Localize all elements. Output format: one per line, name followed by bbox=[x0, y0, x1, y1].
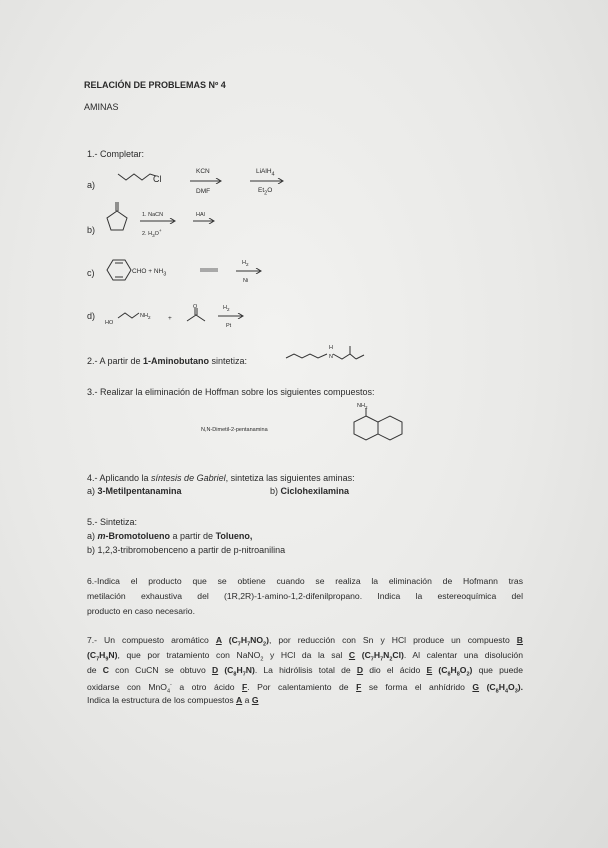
q1c-reactants: CHO + $NH_3$ bbox=[132, 268, 167, 278]
q1c-label: c) bbox=[87, 268, 95, 278]
q1c-arrow bbox=[236, 268, 262, 274]
q6-line1: 6.-Indica el producto que se obtiene cuando se realiza la eliminación de Hofmann tras bbox=[87, 576, 523, 586]
q1a-reagent2-bottom: $Et_2O$ bbox=[258, 187, 273, 197]
q1b-step1: 1. NaCN bbox=[142, 212, 164, 218]
q1b-arrow1 bbox=[140, 218, 176, 224]
q1d-reagent-bottom: Pt bbox=[226, 323, 232, 329]
q2-target-amine-structure bbox=[286, 346, 370, 364]
benzene-ring-structure bbox=[106, 258, 132, 282]
q1c-equilibrium-arrow bbox=[200, 267, 220, 273]
page-title: RELACIÓN DE PROBLEMAS Nº 4 bbox=[84, 80, 226, 90]
q6-line3: producto en caso necesario. bbox=[87, 606, 195, 616]
q1d-aminoalcohol-chain bbox=[118, 310, 142, 322]
acetone-structure bbox=[186, 308, 206, 324]
q1b-step2: 2. $H_3O^+$ bbox=[142, 228, 162, 238]
q3-amino-group: $NH_2$ bbox=[357, 403, 368, 411]
q1c-reagent-top: $H_2$ bbox=[242, 260, 249, 268]
q1d-plus: + bbox=[168, 315, 172, 322]
q2-n-atom: N bbox=[329, 354, 333, 360]
q4-statement: 4.- Aplicando la síntesis de Gabriel, sintetiza las siguientes aminas: bbox=[87, 473, 355, 483]
q1b-arrow2 bbox=[193, 218, 215, 224]
q4-item-b: b) Ciclohexilamina bbox=[270, 486, 350, 496]
page-subtitle: AMINAS bbox=[84, 102, 119, 112]
q5-item-a: a) m-Bromotolueno a partir de Tolueno, bbox=[87, 531, 253, 541]
q7-line4: oxidarse con MnO$_4$- a otro ácido F. Por calentamiento de F se forma el anhídrido G $(C_8H_4O_3)$. bbox=[87, 681, 523, 695]
q1a-reagent2-top: LiAlH$_4$ bbox=[256, 168, 275, 178]
q1d-amino: $NH_2$ bbox=[140, 313, 151, 321]
q1b-reagent2: HAl bbox=[196, 212, 205, 218]
q6-line2: metilación exhaustiva del (1R,2R)-1-amino-1,2-difenilpropano. Indica la estereoquímica del bbox=[87, 591, 523, 601]
q1d-hydroxyl: HO bbox=[105, 320, 114, 326]
q5-item-b: b) 1,2,3-tribromobenceno a partir de p-nitroanilina bbox=[87, 545, 286, 555]
q1a-reagent1-top: KCN bbox=[196, 168, 210, 175]
q7-line3: de C con CuCN se obtuvo D $(C_8H_7N)$. La hidrólisis total de D dio el ácido E $(C_8H_8O_2)$ que puede bbox=[87, 665, 523, 678]
q1a-chain-structure bbox=[118, 170, 158, 184]
q1-heading: 1.- Completar: bbox=[87, 149, 145, 159]
decahydronaphthylamine-structure bbox=[352, 408, 404, 442]
q1a-reagent1-bottom: DMF bbox=[196, 188, 211, 195]
q1c-reagent-bottom: Ni bbox=[243, 278, 249, 284]
q1d-oxygen: O bbox=[193, 304, 198, 310]
q7-line1: 7.- Un compuesto aromático A $(C_7H_7NO_2)$, por reducción con Sn y HCl produce un compuesto B bbox=[87, 635, 523, 648]
q7-line2: $(C_7H_9N)$, que por tratamiento con NaNO$_2$ y HCl da la sal C $(C_7H_7N_2Cl)$. Al calentar una disolución bbox=[87, 650, 523, 663]
q1a-label: a) bbox=[87, 180, 96, 190]
q2-statement: 2.- A partir de 1-Aminobutano sintetiza: bbox=[87, 356, 248, 366]
q1b-label: b) bbox=[87, 225, 96, 235]
q4-item-a: a) 3-Metilpentanamina bbox=[87, 486, 182, 496]
cyclopentanone-structure bbox=[104, 200, 130, 234]
q1a-arrow1 bbox=[190, 178, 222, 184]
q5-heading: 5.- Sintetiza: bbox=[87, 517, 138, 527]
q1a-chlorine: Cl bbox=[153, 174, 162, 184]
q1d-label: d) bbox=[87, 311, 96, 321]
q3-statement: 3.- Realizar la eliminación de Hoffman sobre los siguientes compuestos: bbox=[87, 387, 375, 397]
q2-h-atom: H bbox=[329, 345, 333, 351]
q1a-arrow2 bbox=[250, 178, 284, 184]
q3-compound1: N,N-Dimetil-2-pentanamina bbox=[201, 427, 268, 433]
q1d-arrow bbox=[218, 313, 244, 319]
q1d-reagent-top: $H_2$ bbox=[223, 305, 230, 313]
q7-line5: Indica la estructura de los compuestos A a G bbox=[87, 695, 259, 705]
